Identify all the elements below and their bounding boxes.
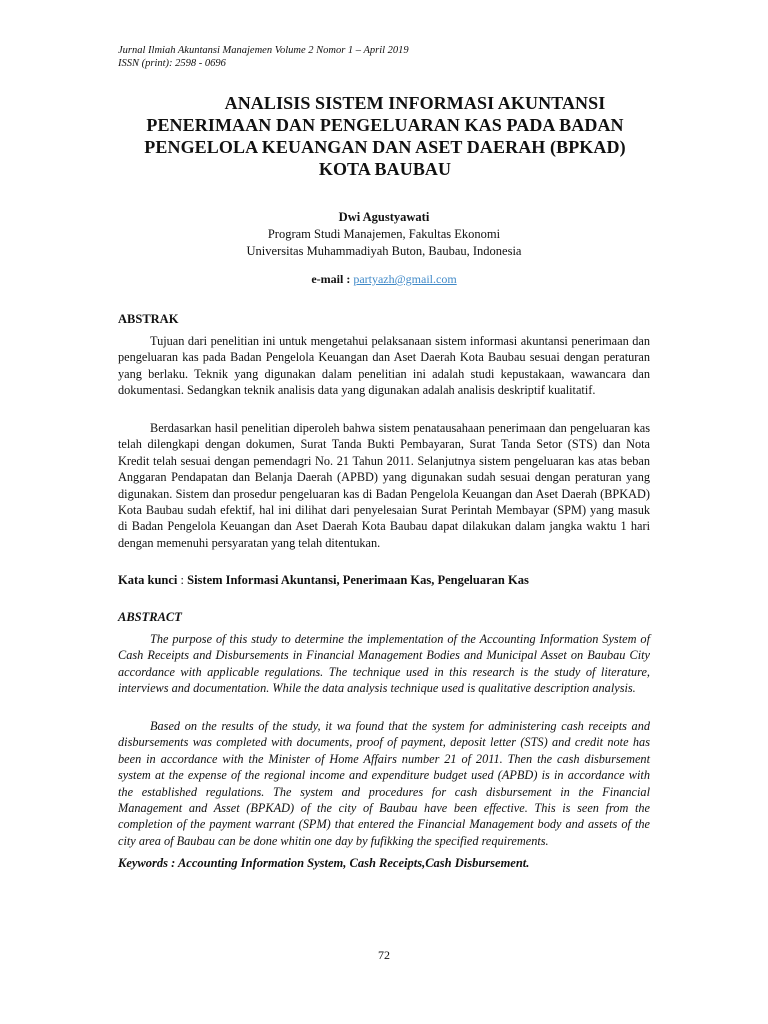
abstrak-heading: ABSTRAK (118, 312, 179, 326)
abstrak-paragraph-2: Berdasarkan hasil penelitian diperoleh bahwa sistem penatausahaan penerimaan dan pengeluaran kas telah dilengkapi dengan dokumen, Surat Tanda Bukti Pembayaran, Surat Tanda Setor (STS) dan Nota Kredit telah sesuai dengan pemendagri No. 21 Tahun 2011. Selanjutnya sistem pengeluaran kas atas beban Anggaran Pendapatan dan Belanja Daerah (APBD) yang digunakan sudah sesuai dengan peraturan yang digunakan. Sistem dan prosedur pengeluaran kas di Badan Pengelola Keuangan dan Aset Daerah (BPKAD) Kota Baubau sudah efektif, hal ini dilihat dari penyelesaian Surat Perintah Membayar (SPM) yang masuk di Badan Pengelola Keuangan dan Aset Daerah Kota Baubau dapat dilakukan dalam jangka waktu 1 hari dengan memenuhi persyaratan yang telah ditentukan. (118, 421, 650, 550)
email-link[interactable]: partyazh@gmail.com (353, 272, 457, 286)
title-line-3: PENGELOLA KEUANGAN DAN ASET DAERAH (BPKAD) (144, 137, 626, 157)
email-line (118, 272, 650, 287)
kata-kunci-separator: : (180, 573, 184, 587)
kata-kunci (118, 573, 658, 588)
abstrak-paragraph-1: Tujuan dari penelitian ini untuk mengetahui pelaksanaan sistem informasi akuntansi penerimaan dan pengeluaran kas pada Badan Pengelola Keuangan dan Aset Daerah Kota Baubau sesuai dengan peraturan yang berlaku. Teknik yang digunakan dalam penelitian ini adalah studi kepustakaan, wawancara dan dokumentasi. Sedangkan teknik analisis data yang digunakan adalah analisis deskriptif kualitatif. (118, 334, 650, 398)
abstract-paragraph-1: The purpose of this study to determine the implementation of the Accounting Information System of Cash Receipts and Disbursements in Financial Management Bodies and Municipal Asset on Baubau City accordance with applicable regulations. The technique used in this research is the study of literature, interviews and documentation. While the data analysis technique used is qualitative description analysis. (118, 632, 650, 696)
title-line-1: ANALISIS SISTEM INFORMASI AKUNTANSI (224, 93, 606, 113)
journal-title: Jurnal Ilmiah Akuntansi Manajemen Volume 2 Nomor 1 – April 2019 (118, 45, 409, 56)
journal-header (118, 44, 409, 70)
paper-title (110, 92, 660, 180)
abstract-paragraph-2: Based on the results of the study, it wa found that the system for administering cash receipts and disbursements was completed with documents, proof of payment, deposit letter (STS) and credit note has been in accordance with the Minister of Home Affairs number 21 of 2011. Then the cash disbursement system at the expense of the regional income and expenditure budget used (APBD) is in accordance with the established regulations. The system and procedures for cash disbursement in the Financial Management and Asset (BPKAD) of the city of Baubau have been effective. This is seen from the completion of the payment warrant (SPM) that entered the Financial Management body and assets of the city area of Baubau can be done whitin one day by fufikking the specified requirements. (118, 719, 650, 848)
author-name: Dwi Agustyawati (338, 210, 430, 224)
issn: ISSN (print): 2598 - 0696 (118, 58, 226, 69)
email-label: e-mail : (311, 272, 351, 286)
title-line-4: KOTA BAUBAU (318, 159, 452, 179)
keywords-line: Keywords : Accounting Information System, Cash Receipts,Cash Disbursement. (118, 856, 530, 870)
abstract-heading: ABSTRACT (118, 610, 182, 624)
page-number: 72 (378, 948, 390, 962)
title-line-2: PENERIMAAN DAN PENGELUARAN KAS PADA BADAN (146, 115, 624, 135)
author-program: Program Studi Manajemen, Fakultas Ekonomi (267, 227, 501, 241)
author-block (118, 209, 650, 260)
kata-kunci-terms: Sistem Informasi Akuntansi, Penerimaan Kas, Pengeluaran Kas (187, 573, 529, 587)
kata-kunci-label: Kata kunci (118, 573, 178, 587)
author-university: Universitas Muhammadiyah Buton, Baubau, Indonesia (246, 244, 522, 258)
